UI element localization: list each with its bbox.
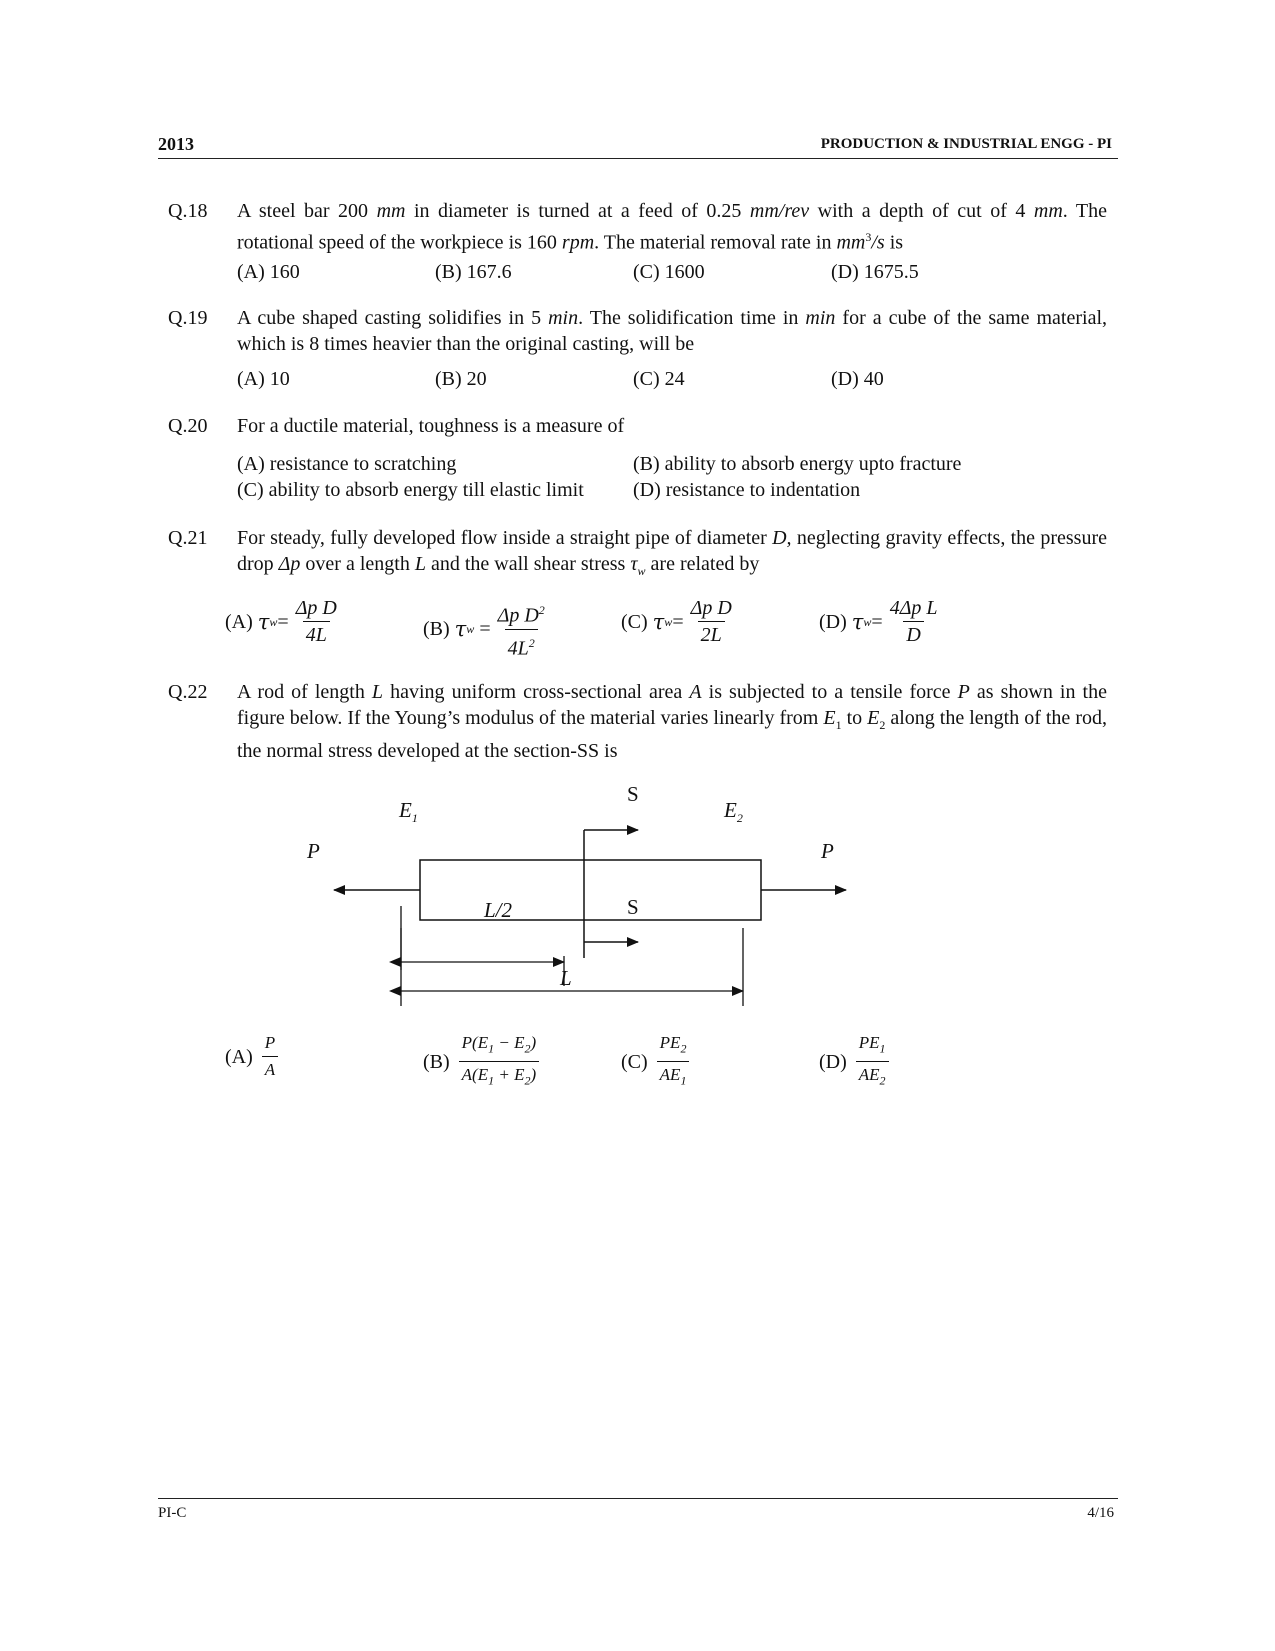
question-number: Q.19: [168, 307, 208, 329]
option-b: (B) 20: [435, 368, 487, 390]
option-d: (D) 40: [831, 368, 884, 390]
question-text: For steady, fully developed flow inside a straight pipe of diameter D, neglecting gravity effects, the pressure drop Δp over a length L and the wall shear stress $\tau_w$ are related by: [237, 527, 1107, 578]
page-footer: [158, 1498, 1118, 1529]
force-label-left: P: [307, 839, 320, 863]
header-year: 2013: [158, 134, 194, 154]
option-c: (C) 24: [633, 368, 685, 390]
question-22-options: [168, 1030, 1108, 1090]
option-b: (B) ability to absorb energy upto fracture: [633, 453, 962, 475]
force-label-right: P: [821, 839, 834, 863]
rod-diagram: [300, 810, 900, 1050]
option-c: (C) ability to absorb energy till elastic limit: [237, 479, 584, 501]
question-text: A cube shaped casting solidifies in 5 min. The solidification time in min for a cube of the same material, which is 8 times heavier than the original casting, will be: [237, 307, 1108, 355]
option-a: (A) resistance to scratching: [237, 453, 457, 475]
section-label-top: S: [627, 782, 639, 806]
length-label: L: [560, 966, 572, 990]
option-d: (D) 1675.5: [831, 261, 919, 283]
footer-paper-code: PI-C: [158, 1505, 187, 1521]
question-number: Q.18: [168, 200, 208, 222]
question-number: Q.20: [168, 415, 208, 437]
option-a: (A) $\frac{P}{A}$: [225, 1030, 278, 1083]
question-number: Q.21: [168, 527, 208, 549]
page-header: [158, 132, 1118, 159]
option-a: (A) τ w = $\frac{\text{Δp D}}{4L}$: [225, 597, 337, 646]
question-text: A steel bar 200 mm in diameter is turned at a feed of 0.25 mm/rev with a depth of cut of 4 mm. The rotational speed of the workpiece is 160 rpm. The material removal rate in $mm^3/s$ is: [237, 200, 1108, 254]
modulus-label-e2: $E_2$: [724, 798, 743, 826]
option-a: (A) 10: [237, 368, 290, 390]
option-b: (B) $\frac{P(E_1 - E_2)}{A(E_1 + E_2)}$: [423, 1030, 539, 1094]
rod: [420, 860, 761, 920]
option-d: (D) resistance to indentation: [633, 479, 861, 501]
option-c: (C) $\frac{PE_2}{AE_1}$: [621, 1030, 689, 1094]
option-d: (D) $\frac{PE_1}{AE_2}$: [819, 1030, 889, 1094]
rod-figure: [300, 782, 900, 1050]
option-a: (A) 160: [237, 261, 300, 283]
modulus-label-e1: $E_1$: [399, 798, 418, 826]
option-c: (C) 1600: [633, 261, 705, 283]
option-c: (C) τ w = $\frac{\text{Δp D}}{2L}$: [621, 597, 732, 646]
question-number: Q.22: [168, 681, 208, 703]
question-text: A rod of length L having uniform cross-sectional area A is subjected to a tensile force P as shown in the figure below. If the Young’s modulus of the material varies linearly from $E_1$ to $E_2$ along the length of the rod, the normal stress developed at the section-SS is: [237, 681, 1107, 762]
option-d: (D) τ w = $\frac{\text{4Δp L}}{D}$: [819, 597, 938, 646]
header-title: PRODUCTION & INDUSTRIAL ENGG - PI: [820, 136, 1112, 152]
option-b: (B) 167.6: [435, 261, 512, 283]
question-text: For a ductile material, toughness is a measure of: [237, 415, 625, 437]
option-b: (B) τ w = $\frac{\Delta p D^2}{4L^2}$: [423, 603, 545, 660]
section-label-bottom: S: [627, 895, 639, 919]
footer-page-number: 4/16: [1087, 1505, 1114, 1521]
half-length-label: L/2: [484, 898, 513, 922]
